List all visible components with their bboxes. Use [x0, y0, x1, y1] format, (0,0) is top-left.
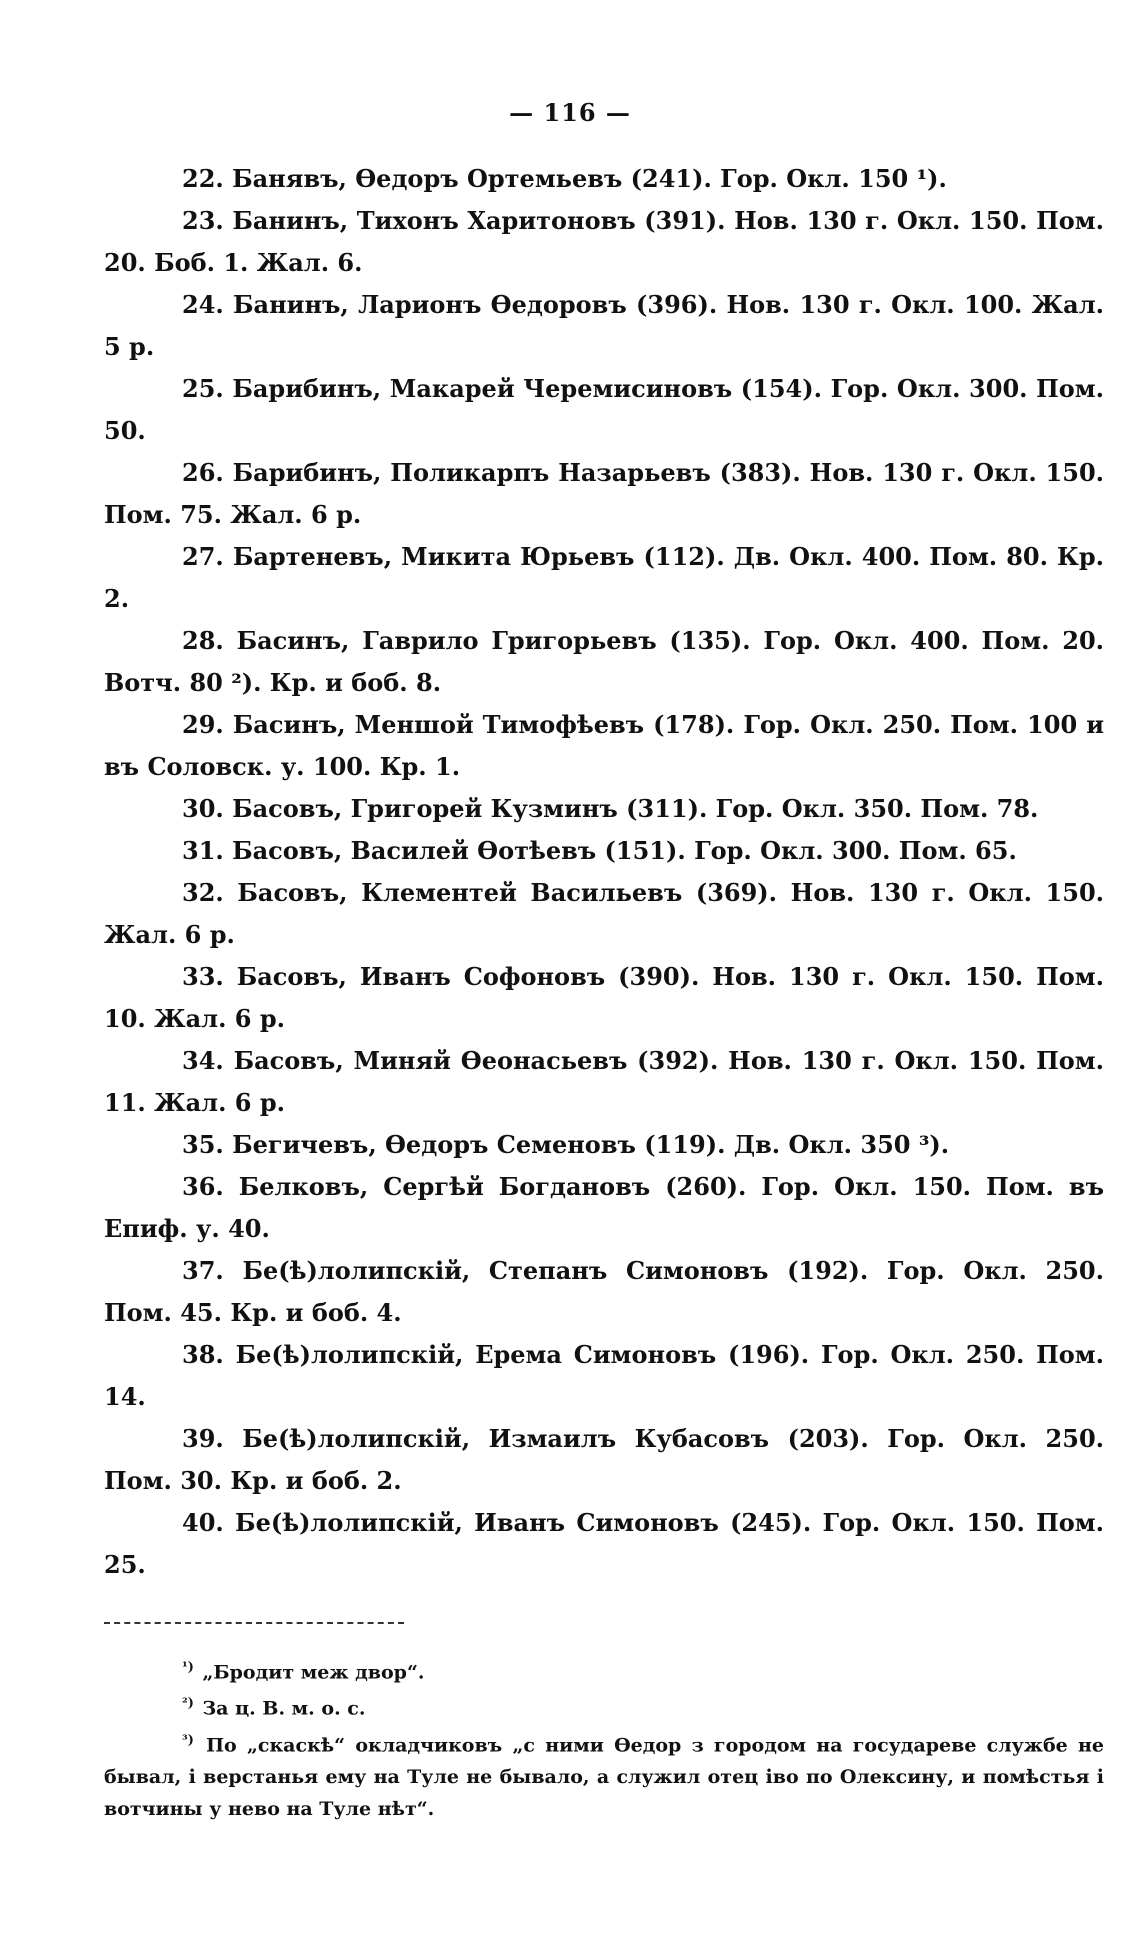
- list-item: 27. Бартеневъ, Микита Юрьевъ (112). Дв. Окл. 400. Пом. 80. Кр. 2.: [104, 542, 1104, 613]
- footnote-mark: ¹): [182, 1660, 194, 1675]
- list-item: 23. Банинъ, Тихонъ Харитоновъ (391). Нов. 130 г. Окл. 150. Пом. 20. Боб. 1. Жал. 6.: [104, 206, 1104, 277]
- footnote-mark: ²): [182, 1696, 194, 1712]
- list-item: 31. Басовъ, Василей Өотѣевъ (151). Гор. Окл. 300. Пом. 65.: [182, 836, 1017, 865]
- list-item: 34. Басовъ, Миняй Өеонасьевъ (392). Нов. 130 г. Окл. 150. Пом. 11. Жал. 6 р.: [104, 1046, 1104, 1117]
- list-item: 30. Басовъ, Григорей Кузминъ (311). Гор. Окл. 350. Пом. 78.: [182, 794, 1039, 823]
- page-number: — 116 —: [509, 98, 631, 127]
- list-item: 25. Барибинъ, Макарей Черемисиновъ (154). Гор. Окл. 300. Пом. 50.: [104, 374, 1104, 445]
- list-item: 37. Бе(ѣ)лолипскій, Степанъ Симоновъ (192). Гор. Окл. 250. Пом. 45. Кр. и боб. 4.: [104, 1256, 1104, 1327]
- list-item: 39. Бе(ѣ)лолипскій, Измаилъ Кубасовъ (203). Гор. Окл. 250. Пом. 30. Кр. и боб. 2.: [104, 1424, 1104, 1495]
- footnotes: [104, 1652, 1104, 1825]
- footnote: [104, 1725, 1104, 1825]
- list-item: 26. Барибинъ, Поликарпъ Назарьевъ (383). Нов. 130 г. Окл. 150. Пом. 75. Жал. 6 р.: [104, 458, 1104, 529]
- list-item: 28. Басинъ, Гаврило Григорьевъ (135). Гор. Окл. 400. Пом. 20. Вотч. 80 ²). Кр. и боб. 8.: [104, 626, 1104, 697]
- footnote: [104, 1652, 1104, 1688]
- footnote-mark: ³): [182, 1732, 194, 1748]
- entry-list: [104, 158, 1104, 1586]
- footnote-text: По „скаскѣ“ окладчиковъ „с ними Өедор з городом на государеве службе не бывал, і верстанья ему на Туле не бывало, а служил отец іво по Олексину, и помѣстья і вотчины у нево на Туле нѣт“.: [104, 1733, 1104, 1820]
- footnote: [104, 1688, 1104, 1724]
- list-item: 38. Бе(ѣ)лолипскій, Ерема Симоновъ (196). Гор. Окл. 250. Пом. 14.: [104, 1340, 1104, 1411]
- list-item: 32. Басовъ, Клементей Васильевъ (369). Нов. 130 г. Окл. 150. Жал. 6 р.: [104, 878, 1104, 949]
- list-item: 36. Белковъ, Сергѣй Богдановъ (260). Гор. Окл. 150. Пом. въ Епиф. у. 40.: [104, 1172, 1104, 1243]
- list-item: 35. Бегичевъ, Өедоръ Семеновъ (119). Дв. Окл. 350 ³).: [182, 1130, 950, 1159]
- footnote-divider: [104, 1622, 404, 1624]
- list-item: 33. Басовъ, Иванъ Софоновъ (390). Нов. 130 г. Окл. 150. Пом. 10. Жал. 6 р.: [104, 962, 1104, 1033]
- list-item: 29. Басинъ, Меншой Тимофѣевъ (178). Гор. Окл. 250. Пом. 100 и въ Соловск. у. 100. Кр. 1.: [104, 710, 1104, 781]
- footnote-text: „Бродит меж двор“.: [202, 1661, 425, 1684]
- list-item: 24. Банинъ, Ларионъ Өедоровъ (396). Нов. 130 г. Окл. 100. Жал. 5 р.: [104, 290, 1104, 361]
- list-item: 40. Бе(ѣ)лолипскій, Иванъ Симоновъ (245). Гор. Окл. 150. Пом. 25.: [104, 1508, 1104, 1579]
- footnote-text: За ц. В. м. о. с.: [202, 1697, 366, 1720]
- list-item: 22. Банявъ, Өедоръ Ортемьевъ (241). Гор. Окл. 150 ¹).: [182, 164, 947, 193]
